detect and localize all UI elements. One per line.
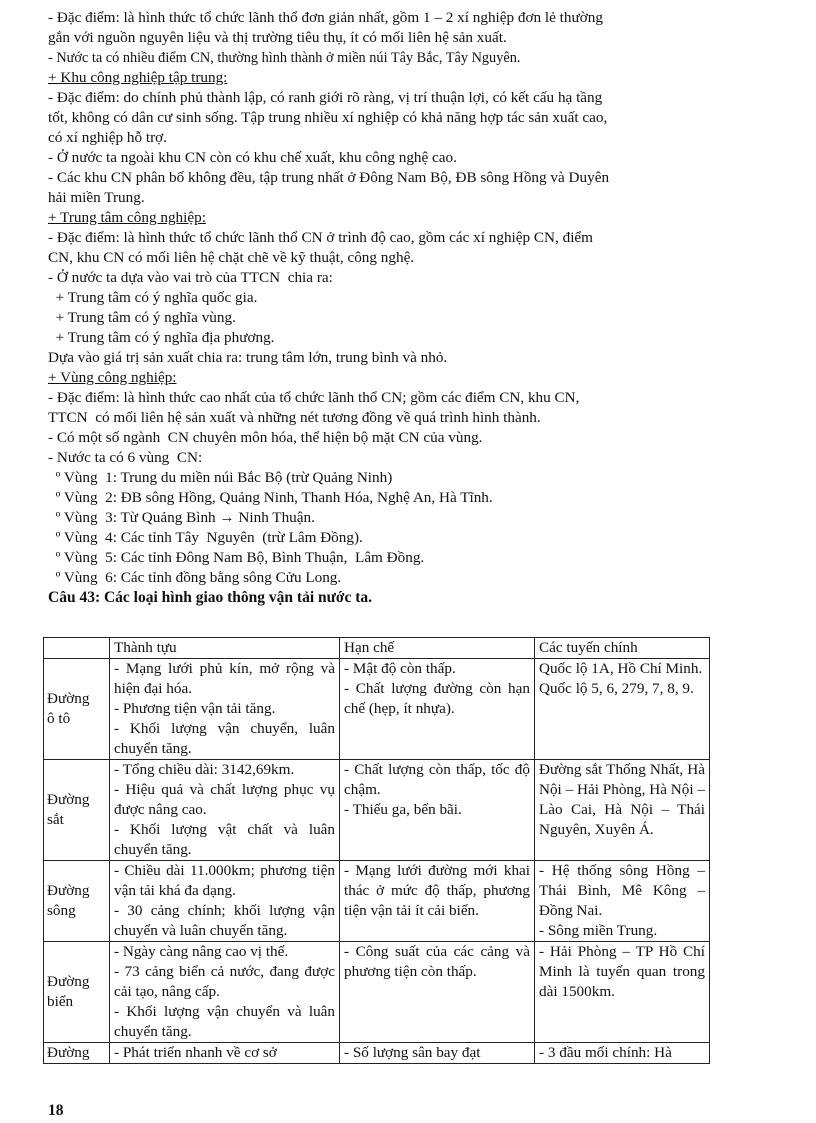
text-line: º Vùng 4: Các tỉnh Tây Nguyên (trừ Lâm Đồng). [48, 529, 363, 546]
text-line: có xí nghiệp hỗ trợ. [48, 129, 167, 146]
section-heading: + Vùng công nghiệp: [48, 369, 177, 386]
table-row [44, 760, 710, 861]
cell-text: - Số lượng sân bay đạt [344, 1044, 481, 1061]
cell-text: sông [47, 902, 76, 919]
header-cell-limits: Hạn chế [340, 638, 535, 659]
achievements-cell [110, 942, 340, 1043]
routes-cell [535, 861, 710, 942]
cell-text: Quốc lộ 5, 6, 279, 7, 8, 9. [539, 680, 694, 697]
routes-cell [535, 659, 710, 760]
header-cell-empty [44, 638, 110, 659]
achievements-cell [110, 861, 340, 942]
cell-text: - Công suất của các cảng và phương tiện còn thấp. [344, 943, 530, 980]
limits-cell [340, 760, 535, 861]
text-line: - Đặc điểm: do chính phủ thành lập, có ranh giới rõ ràng, vị trí thuận lợi, có kết cấu hạ tầng [48, 89, 603, 106]
cell-text: - Chiều dài 11.000km; phương tiện vận tải khá đa dạng. [114, 862, 335, 899]
cell-text: Đường [47, 690, 90, 707]
achievements-cell [110, 760, 340, 861]
text-line: - Ở nước ta ngoài khu CN còn có khu chế xuất, khu công nghệ cao. [48, 149, 457, 166]
text-line: hải miền Trung. [48, 189, 145, 206]
cell-text: sắt [47, 811, 64, 828]
cell-text: - 30 cảng chính; khối lượng vận chuyển và luân chuyển tăng. [114, 902, 335, 939]
table-header-row [44, 638, 710, 659]
achievements-cell [110, 1043, 340, 1064]
cell-text: - Chất lượng còn thấp, tốc độ chậm. [344, 761, 530, 798]
text-line: - Các khu CN phân bố không đều, tập trung nhất ở Đông Nam Bộ, ĐB sông Hồng và Duyên [48, 169, 610, 186]
cell-text: Đường [47, 791, 90, 808]
page-number: 18 [48, 1102, 64, 1119]
text-line: - Đặc điểm: là hình thức cao nhất của tổ chức lãnh thổ CN; gồm các điểm CN, khu CN, [48, 389, 580, 406]
cell-text: - 3 đầu mối chính: Hà [539, 1044, 672, 1061]
cell-text: - Mật độ còn thấp. [344, 660, 456, 677]
cell-text: ô tô [47, 710, 71, 727]
text-line: º Vùng 2: ĐB sông Hồng, Quảng Ninh, Thanh Hóa, Nghệ An, Hà Tĩnh. [48, 489, 493, 506]
row-name-cell [44, 861, 110, 942]
text-line: - Nước ta có nhiều điểm CN, thường hình thành ở miền núi Tây Bắc, Tây Nguyên. [48, 50, 521, 66]
question-heading: Câu 43: Các loại hình giao thông vận tải nước ta. [48, 589, 373, 606]
row-name-cell [44, 942, 110, 1043]
text-line: º Vùng 6: Các tỉnh đồng bằng sông Cửu Long. [48, 569, 342, 586]
table-row [44, 1043, 710, 1064]
text-line: tốt, không có dân cư sinh sống. Tập trung nhiều xí nghiệp có khả năng hợp tác sản xuất cao, [48, 109, 608, 126]
table-row [44, 659, 710, 760]
limits-cell [340, 861, 535, 942]
section-heading: + Trung tâm công nghiệp: [48, 209, 206, 226]
cell-text: - Khối lượng vận chuyển, luân chuyển tăng. [114, 720, 335, 757]
routes-cell [535, 1043, 710, 1064]
routes-cell [535, 760, 710, 861]
limits-cell [340, 1043, 535, 1064]
text-line: gắn với nguồn nguyên liệu và thị trường tiêu thụ, ít có mối liên hệ sản xuất. [48, 29, 507, 46]
table-row [44, 942, 710, 1043]
text-line: º Vùng 3: Từ Quảng Bình → Ninh Thuận. [48, 509, 315, 526]
row-name-cell [44, 659, 110, 760]
header-cell-routes: Các tuyến chính [535, 638, 710, 659]
cell-text: - 73 cảng biển cả nước, đang được cải tạo, nâng cấp. [114, 963, 335, 1000]
text-line: º Vùng 5: Các tỉnh Đông Nam Bộ, Bình Thuận, Lâm Đồng. [48, 549, 425, 566]
row-name-cell [44, 1043, 110, 1064]
row-name-cell [44, 760, 110, 861]
cell-text: Đường sắt Thống Nhất, Hà Nội – Hải Phòng, Hà Nội – Lào Cai, Hà Nội – Thái Nguyên, Xuyên Á. [539, 761, 705, 838]
header-cell-achievements: Thành tựu [110, 638, 340, 659]
text-line: CN, khu CN có mối liên hệ chặt chẽ về kỹ thuật, công nghệ. [48, 249, 415, 266]
cell-text: - Sông miền Trung. [539, 922, 658, 939]
section-heading: + Khu công nghiệp tập trung: [48, 69, 228, 86]
cell-text: - Mạng lưới đường mới khai thác ở mức độ thấp, phương tiện vận tải ít cải biến. [344, 862, 530, 919]
routes-cell [535, 942, 710, 1043]
cell-text: - Thiếu ga, bến bãi. [344, 801, 462, 818]
text-line: + Trung tâm có ý nghĩa quốc gia. [48, 289, 258, 306]
cell-text: Quốc lộ 1A, Hồ Chí Minh. [539, 660, 703, 677]
cell-text: - Phương tiện vận tải tăng. [114, 700, 276, 717]
cell-text: - Hiệu quả và chất lượng phục vụ được nâng cao. [114, 781, 335, 818]
cell-text: Đường [47, 1044, 90, 1061]
text-line: + Trung tâm có ý nghĩa địa phương. [48, 329, 275, 346]
text-line: - Đặc điểm: là hình thức tổ chức lãnh thổ đơn giản nhất, gồm 1 – 2 xí nghiệp đơn lẻ thường [48, 9, 603, 26]
cell-text: - Hải Phòng – TP Hồ Chí Minh là tuyến quan trong dài 1500km. [539, 943, 705, 1000]
text-line: - Nước ta có 6 vùng CN: [48, 449, 203, 466]
text-line: - Có một số ngành CN chuyên môn hóa, thể hiện bộ mặt CN của vùng. [48, 429, 483, 446]
achievements-cell [110, 659, 340, 760]
document-body [48, 8, 720, 608]
limits-cell [340, 659, 535, 760]
cell-text: Đường [47, 973, 90, 990]
cell-text: - Khối lượng vận chuyển và luân chuyển tăng. [114, 1003, 335, 1040]
cell-text: - Hệ thống sông Hồng – Thái Bình, Mê Kông – Đồng Nai. [539, 862, 705, 919]
text-line: - Đặc điểm: là hình thức tổ chức lãnh thổ CN ở trình độ cao, gồm các xí nghiệp CN, điểm [48, 229, 593, 246]
text-line: - Ở nước ta dựa vào vai trò của TTCN chia ra: [48, 269, 333, 286]
cell-text: - Chất lượng đường còn hạn chế (hẹp, ít nhựa). [344, 680, 530, 717]
table-row [44, 861, 710, 942]
cell-text: Đường [47, 882, 90, 899]
text-line: Dựa vào giá trị sản xuất chia ra: trung tâm lớn, trung bình và nhỏ. [48, 349, 448, 366]
text-line: TTCN có mối liên hệ sản xuất và những nét tương đồng về quá trình hình thành. [48, 409, 541, 426]
cell-text: - Khối lượng vật chất và luân chuyển tăng. [114, 821, 335, 858]
text-line: + Trung tâm có ý nghĩa vùng. [48, 309, 236, 326]
cell-text: - Tổng chiều dài: 3142,69km. [114, 761, 295, 778]
cell-text: - Phát triển nhanh về cơ sở [114, 1044, 277, 1061]
transport-table [43, 637, 710, 1064]
limits-cell [340, 942, 535, 1043]
text-line: º Vùng 1: Trung du miền núi Bắc Bộ (trừ Quảng Ninh) [48, 469, 393, 486]
cell-text: biển [47, 993, 74, 1010]
cell-text: - Mạng lưới phủ kín, mở rộng và hiện đại hóa. [114, 660, 335, 697]
cell-text: - Ngày càng nâng cao vị thế. [114, 943, 289, 960]
